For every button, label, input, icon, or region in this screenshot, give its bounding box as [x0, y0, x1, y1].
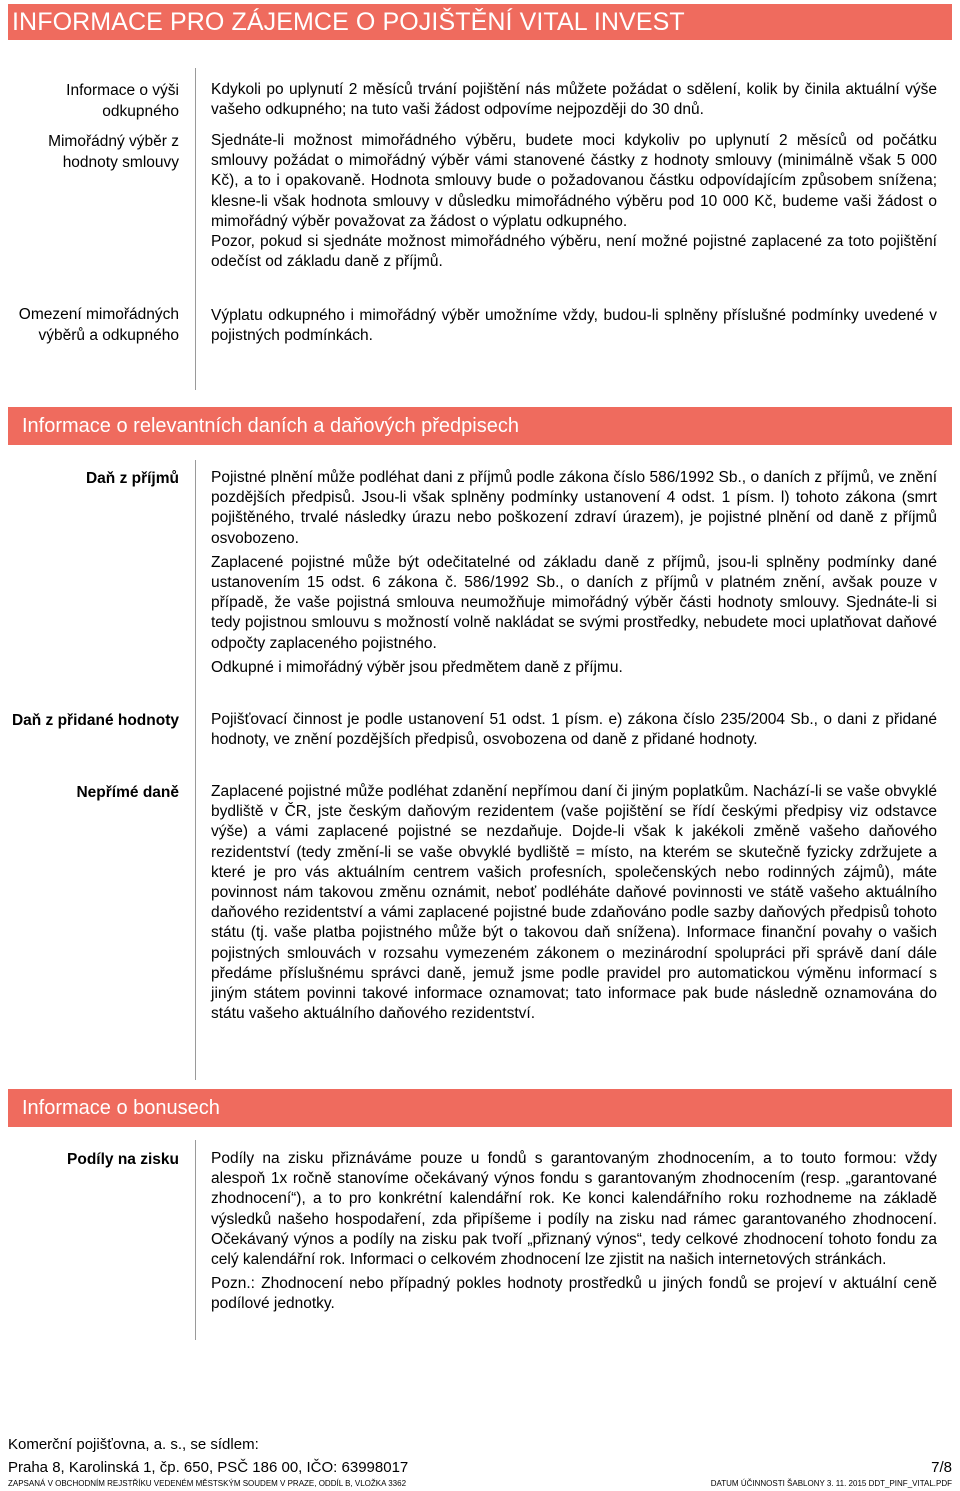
- row-label-income-tax: Daň z příjmů: [85, 470, 179, 487]
- row-label-withdrawal-limits: Omezení mimořádných výběrů a odkupného: [18, 306, 179, 344]
- column-divider-taxes: [195, 460, 196, 1080]
- paragraph: Pojišťovací činnost je podle ustanovení 51 odst. 1 písm. e) zákona číslo 235/2004 Sb., o dani z přidané hodnoty, ve znění pozdějších předpisů, osvobozena od daně z přidané hodnoty.: [211, 711, 937, 749]
- section-header-taxes: Informace o relevantních daních a daňových předpisech: [8, 407, 952, 445]
- row-label-extraordinary-withdrawal: Mimořádný výběr z hodnoty smlouvy: [48, 133, 179, 171]
- column-divider-top: [195, 68, 196, 390]
- paragraph: Zaplacené pojistné může být odečitatelné od základu daně z příjmů, jsou-li splněny podmínky dané ustanovením 15 odst. 6 zákona č. 586/1992 Sb., o daních z příjmů v platném znění, avšak pouze v případě, že vaše pojistná smlouva neumožňuje mimořádný výběr části hodnoty smlouvy. Sjednáte-li si tedy pojistnou smlouvu s možností volně nakládat se svými prostředky, nebudete moci uplatňovat daňové odpočty zaplaceného pojistného.: [211, 553, 937, 652]
- paragraph: Sjednáte-li možnost mimořádného výběru, budete moci kdykoliv po uplynutí 2 měsíců od počátku smlouvy požádat o mimořádný výběr vámi stanovené částky z hodnoty smlouvy (minimálně však 5 000 Kč), a to i opakovaně. Hodnota smlouvy bude o požadovanou částku odpovídajícím způsobem snížena; klesne-li však hodnota smlouvy v důsledku mimořádného výběru pod 10 000 Kč, budeme vaši žádost o mimořádný výběr považovat za žádost o výplatu odkupného.: [211, 132, 937, 230]
- footer-template-validity: DATUM ÚČINNOSTI ŠABLONY 3. 11. 2015 DDT_PINF_VITAL.PDF: [710, 1479, 952, 1488]
- page-number: 7/8: [931, 1459, 952, 1476]
- paragraph: Zaplacené pojistné může podléhat zdanění nepřímou daní či jiným poplatkům. Nachází-li se vaše obvyklé bydliště v ČR, jste českým daňovým rezidentem (vaše pojištění se řídí českými předpisy viz odstavce výše) a vámi zaplacené pojistné se nezdaňuje. Dojde-li však k jakékoli změně vašeho daňového rezidentství (tedy změní-li se vaše obvyklé bydliště = místo, na kterém se skutečně fyzicky zdržujete a které je pro vás aktuálním centrem vašich profesních, společenských nebo rodinných zájmů), máte povinnost nám takovou změnu oznámit, neboť podléháte daňové povinnosti ve státě vašeho aktuálního daňového rezidentství a vámi zaplacené pojistné bude zdaňováno podle sazby daňových předpisů tohoto státu (tj. vaše platba pojistného může být o takovou daň snížena). Informace finanční povahy o vašich pojistných smlouvách v rozsahu vymezeném zákonem o mezinárodní spolupráci při správě daní dále předáme příslušnému správci daně, jemuž jsme podle pravidel pro automatickou výměnu informací s jiným státem povinni takové informace oznamovat; tato informace pak bude následně oznamována do státu vašeho aktuálního daňového rezidentství.: [211, 783, 937, 1023]
- paragraph: Odkupné i mimořádný výběr jsou předmětem daně z příjmu.: [211, 658, 623, 676]
- row-label-profit-share: Podíly na zisku: [67, 1151, 179, 1168]
- footer-address: Praha 8, Karolinská 1, čp. 650, PSČ 186 00, IČO: 63998017: [8, 1459, 409, 1476]
- section-header-bonus: Informace o bonusech: [8, 1089, 952, 1127]
- footer-company: Komerční pojišťovna, a. s., se sídlem:: [8, 1436, 259, 1453]
- column-divider-bonus: [195, 1140, 196, 1340]
- paragraph: Pozor, pokud si sjednáte možnost mimořádného výběru, není možné pojistné zaplacené za toto pojištění odečíst od základu daně z příjmů.: [211, 233, 937, 271]
- row-label-indirect-tax: Nepřímé daně: [76, 784, 179, 801]
- paragraph: Pojistné plnění může podléhat dani z příjmů podle zákona číslo 586/1992 Sb., o daních z příjmů, ve znění pozdějších předpisů. Jsou-li však splněny podmínky ustanovení 4 odst. 1 písm. l) tohoto zákona (smrt pojištěného, trvalé následky úrazu nebo poškození zdraví úrazem), je pojistné plnění od daně z příjmů osvobozeno.: [211, 469, 937, 547]
- row-content-extraordinary-withdrawal: [211, 131, 937, 276]
- row-label-surrender-info: Informace o výši odkupného: [66, 82, 179, 120]
- paragraph: Pozn.: Zhodnocení nebo případný pokles hodnoty prostředků u jiných fondů se projeví v aktuální ceně podílové jednotky.: [211, 1275, 937, 1313]
- paragraph: Výplatu odkupného i mimořádný výběr umožníme vždy, budou-li splněny příslušné podmínky uvedené v pojistných podmínkách.: [211, 307, 937, 345]
- paragraph: Kdykoli po uplynutí 2 měsíců trvání pojištění nás můžete požádat o sdělení, kolik by činila aktuální výše vašeho odkupného; na tuto vaši žádost odpovíme nejpozději do 30 dnů.: [211, 81, 937, 119]
- row-content-profit-share: [211, 1149, 937, 1319]
- row-label-vat: Daň z přidané hodnoty: [11, 712, 179, 729]
- footer-registry: ZAPSANÁ V OBCHODNÍM REJSTŘÍKU VEDENÉM MĚSTSKÝM SOUDEM V PRAZE, ODDÍL B, VLOŽKA 3362: [8, 1479, 407, 1488]
- paragraph: Podíly na zisku přiznáváme pouze u fondů s garantovaným zhodnocením, a to touto formou: vždy alespoň 1x ročně stanovíme očekávaný výnos fondu s garantovaným zhodnocením (resp. „garantované zhodnocení“), a to pro konkrétní kalendářní rok. Ke konci kalendářního roku rozhodneme na základě výsledků našeho hospodaření, zda připíšeme i podíly na zisku nad rámec garantovaného zhodnocení. Očekávaný výnos a podíly na zisku pak tvoří „přiznaný výnos“, tedy celkové zhodnocení tohoto fondu za celý kalendářní rok. Informaci o celkovém zhodnocení lze zjistit na našich internetových stránkách.: [211, 1150, 937, 1269]
- row-content-surrender-info: [211, 80, 937, 124]
- row-content-income-tax: [211, 468, 937, 682]
- document-title: INFORMACE PRO ZÁJEMCE O POJIŠTĚNÍ VITAL INVEST: [8, 4, 952, 40]
- row-content-indirect-tax: [211, 782, 937, 1028]
- row-content-withdrawal-limits: [211, 306, 937, 350]
- row-content-vat: [211, 710, 937, 754]
